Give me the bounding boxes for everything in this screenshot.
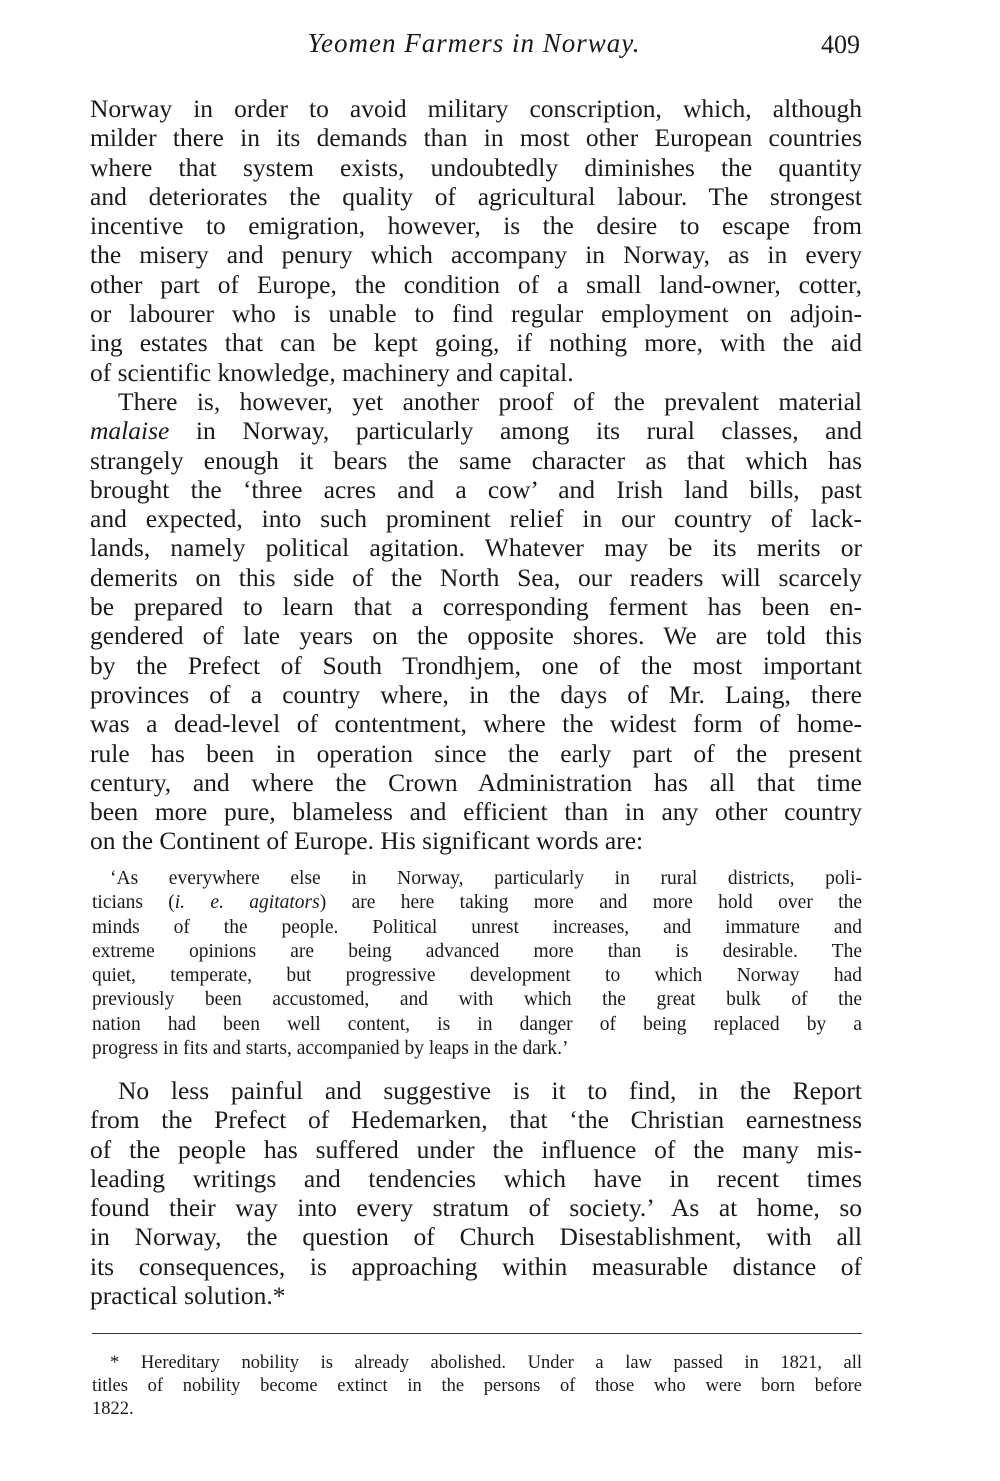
paragraph-3 <box>90 1076 862 1310</box>
text-line: lands, namely political agitation. Whatever may be its merits or <box>90 533 862 563</box>
text-line: on the Continent of Europe. His significant words are: <box>90 826 644 856</box>
quote-line: previously been accustomed, and with which the great bulk of the <box>92 989 862 1011</box>
text-line: other part of Europe, the condition of a small land-owner, cotter, <box>90 269 862 299</box>
text-line: No less painful and suggestive is it to find, in the Report <box>118 1076 862 1105</box>
footnote-line: * Hereditary nobility is already abolished. Under a law passed in 1821, all <box>110 1353 862 1373</box>
text-line: was a dead-level of contentment, where the widest form of home- <box>90 709 862 739</box>
text-line: where that system exists, undoubtedly diminishes the quantity <box>90 152 862 182</box>
page-number: 409 <box>821 30 860 59</box>
quote-line: quiet, temperate, but progressive development to which Norway had <box>92 965 862 987</box>
quote-line: minds of the people. Political unrest increases, and immature and <box>92 916 862 938</box>
text-line: in Norway, the question of Church Disestablishment, with all <box>90 1222 862 1252</box>
text-line: by the Prefect of South Trondhjem, one of the most important <box>90 650 862 680</box>
quote-line: ‘As everywhere else in Norway, particularly in rural districts, poli- <box>110 868 862 889</box>
text-line: and expected, into such prominent relief in our country of lack- <box>90 504 862 534</box>
text-line: and deteriorates the quality of agricultural labour. The strongest <box>90 181 862 211</box>
footnote-line: 1822. <box>92 1399 134 1419</box>
text-line: been more pure, blameless and efficient than in any other country <box>90 797 862 827</box>
quote-line: progress in fits and starts, accompanied by leaps in the dark.’ <box>92 1038 569 1060</box>
text-line: ing estates that can be kept going, if nothing more, with the aid <box>90 328 862 358</box>
quote-line <box>92 891 862 915</box>
running-title: Yeomen Farmers in Norway. <box>307 28 641 58</box>
text-span: in Norway, particularly among its rural classes, and <box>169 416 862 446</box>
footnote-line: titles of nobility become extinct in the persons of those who were born before <box>92 1376 862 1396</box>
quote-line: nation had been well content, is in danger of being replaced by a <box>92 1013 862 1035</box>
text-line: of scientific knowledge, machinery and capital. <box>90 357 574 387</box>
text-line: be prepared to learn that a corresponding ferment has been en- <box>90 592 862 622</box>
text-line: gendered of late years on the opposite shores. We are told this <box>90 621 862 651</box>
text-line: leading writings and tendencies which have in recent times <box>90 1163 862 1193</box>
text-line: incentive to emigration, however, is the desire to escape from <box>90 211 862 241</box>
paragraph-1 <box>90 94 862 387</box>
text-line: Norway in order to avoid military conscription, which, although <box>90 94 862 123</box>
text-line: strangely enough it bears the same character as that which has <box>90 445 862 475</box>
text-span: ) are here taking more and more hold over the <box>319 892 862 914</box>
text-line <box>90 416 862 445</box>
text-line: found their way into every stratum of society.’ As at home, so <box>90 1193 862 1223</box>
text-line: provinces of a country where, in the days of Mr. Laing, there <box>90 679 862 709</box>
text-line: brought the ‘three acres and a cow’ and Irish land bills, past <box>90 474 862 504</box>
text-line: from the Prefect of Hedemarken, that ‘the Christian earnestness <box>90 1105 862 1135</box>
text-line: rule has been in operation since the early part of the present <box>90 738 862 768</box>
text-span: ticians ( <box>92 892 175 914</box>
footnote-divider <box>92 1333 862 1334</box>
italic-term: malaise <box>90 416 170 446</box>
quote-line: extreme opinions are being advanced more than is desirable. The <box>92 940 862 962</box>
text-line: practical solution.* <box>90 1281 286 1311</box>
text-line: milder there in its demands than in most other European countries <box>90 123 862 153</box>
text-line: demerits on this side of the North Sea, our readers will scarcely <box>90 562 862 592</box>
text-line: There is, however, yet another proof of the prevalent material <box>118 387 862 416</box>
text-line: of the people has suffered under the influence of the many mis- <box>90 1134 862 1164</box>
paragraph-2 <box>90 387 862 856</box>
text-line: its consequences, is approaching within measurable distance of <box>90 1251 862 1281</box>
text-line: or labourer who is unable to find regular employment on adjoin- <box>90 299 862 329</box>
running-head <box>88 28 860 68</box>
block-quote <box>92 867 862 1061</box>
footnote <box>92 1352 862 1421</box>
text-line: the misery and penury which accompany in Norway, as in every <box>90 240 862 270</box>
text-line: century, and where the Crown Administration has all that time <box>90 767 862 797</box>
italic-term: i. e. agitators <box>174 892 320 914</box>
